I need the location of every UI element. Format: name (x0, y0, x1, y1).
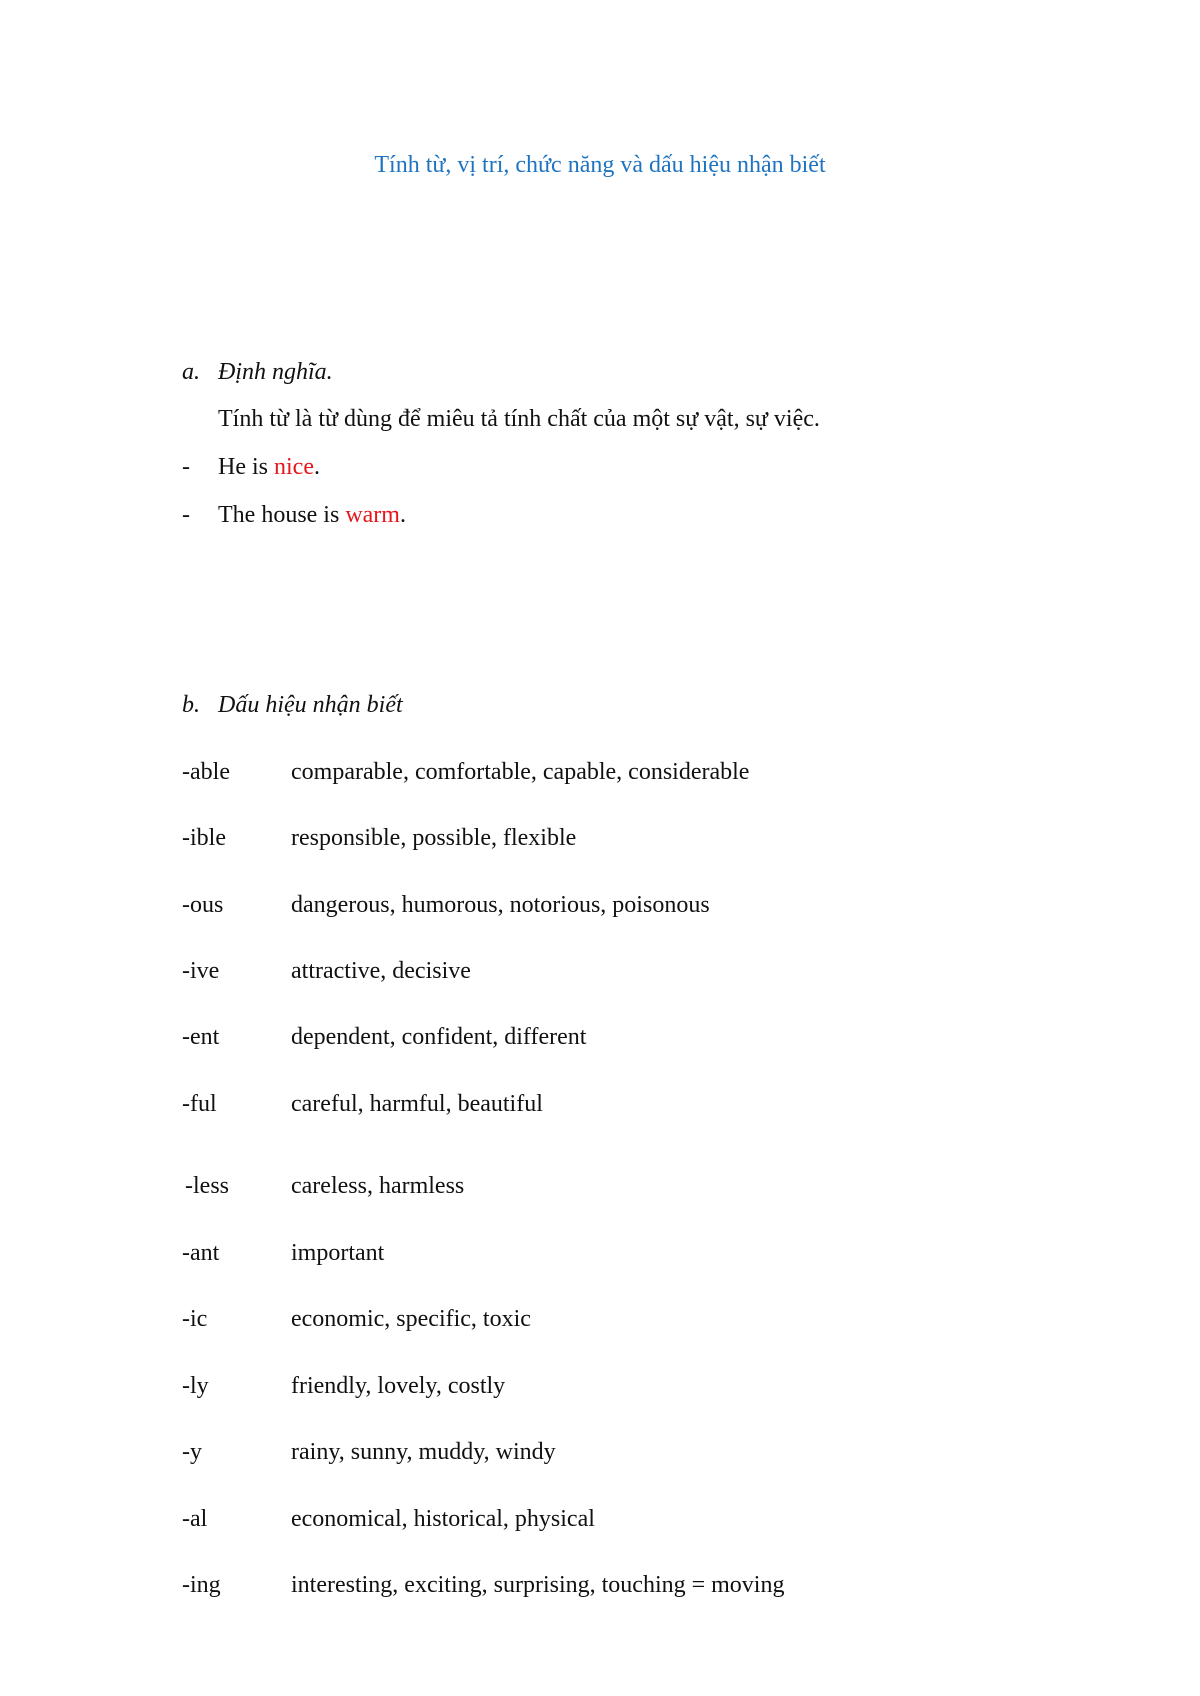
suffix-label: -y (182, 1439, 202, 1465)
suffix-examples: interesting, exciting, surprising, touching = moving (291, 1572, 785, 1598)
suffix-label: -ous (182, 892, 224, 918)
example-punctuation: . (313, 454, 320, 480)
section-a-heading (182, 356, 333, 388)
section-b-marker: b. (182, 692, 200, 718)
suffix-examples: important (291, 1240, 385, 1266)
suffix-examples: careless, harmless (291, 1173, 465, 1199)
section-a-heading-text: Định nghĩa. (218, 359, 333, 385)
suffix-label: -ly (182, 1373, 209, 1399)
suffix-examples: comparable, comfortable, capable, considerable (291, 759, 750, 785)
suffix-label: -al (182, 1506, 208, 1532)
suffix-examples: careful, harmful, beautiful (291, 1091, 543, 1117)
page-title: Tính từ, vị trí, chức năng và dấu hiệu nhận biết (374, 152, 826, 178)
example-line-1 (182, 451, 320, 483)
definition-text: Tính từ là từ dùng để miêu tả tính chất của một sự vật, sự việc. (218, 406, 820, 432)
example-line-2 (182, 499, 406, 531)
suffix-examples: economical, historical, physical (291, 1506, 595, 1532)
section-b-heading-text: Dấu hiệu nhận biết (218, 692, 403, 718)
suffix-examples: rainy, sunny, muddy, windy (291, 1439, 556, 1465)
section-a-marker: a. (182, 359, 200, 385)
suffix-label: -ic (182, 1306, 208, 1332)
suffix-label: -ible (182, 825, 226, 851)
bullet-dash: - (182, 454, 190, 480)
suffix-examples: dependent, confident, different (291, 1024, 587, 1050)
suffix-label: -ent (182, 1024, 220, 1050)
suffix-label: -ful (182, 1091, 217, 1117)
suffix-examples: attractive, decisive (291, 958, 471, 984)
example-punctuation: . (399, 502, 406, 528)
section-b-heading (182, 689, 403, 721)
suffix-examples: responsible, possible, flexible (291, 825, 577, 851)
highlighted-adjective: warm (345, 502, 400, 528)
bullet-dash: - (182, 502, 190, 528)
suffix-examples: dangerous, humorous, notorious, poisonous (291, 892, 710, 918)
suffix-examples: friendly, lovely, costly (291, 1373, 506, 1399)
suffix-examples: economic, specific, toxic (291, 1306, 531, 1332)
suffix-label: -ing (182, 1572, 221, 1598)
example-text: He is (218, 454, 274, 480)
suffix-label: -ive (182, 958, 220, 984)
highlighted-adjective: nice (274, 454, 314, 480)
suffix-label: -able (182, 759, 230, 785)
example-text: The house is (218, 502, 346, 528)
suffix-label: -less (185, 1173, 229, 1199)
suffix-label: -ant (182, 1240, 220, 1266)
